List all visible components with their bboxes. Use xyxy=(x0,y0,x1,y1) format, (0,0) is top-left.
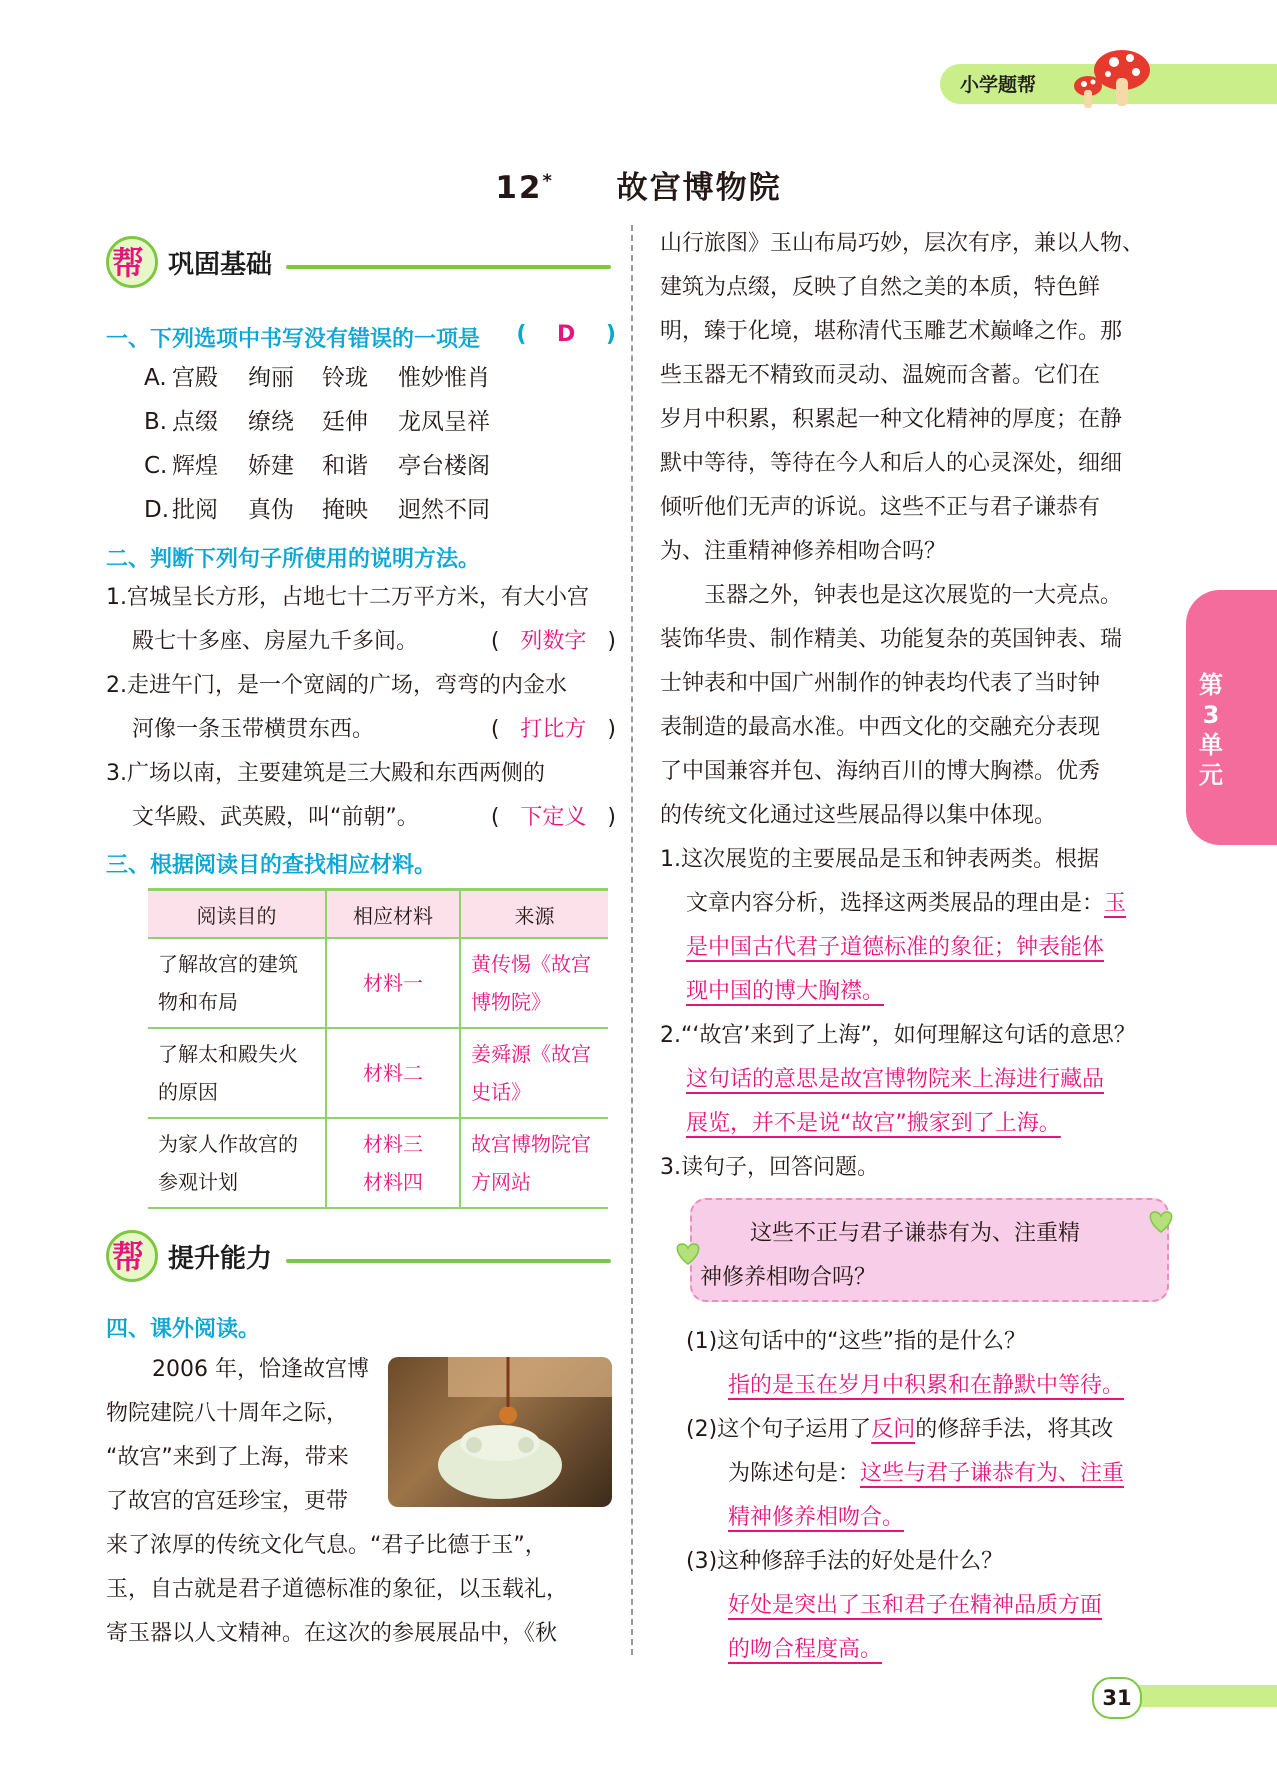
table-header: 阅读目的 xyxy=(148,890,326,939)
page-title xyxy=(0,162,1277,207)
badge-char: 帮 xyxy=(112,244,145,282)
material-table xyxy=(148,888,608,1209)
q4-1-answer: 玉 xyxy=(1104,891,1127,916)
table-row: 了解故宫的建筑 物和布局 材料一 黄传惕《故宫 博物院》 xyxy=(148,938,608,1028)
option-row[interactable]: D. 批阅 真伪 掩映 迥然不同 xyxy=(144,497,490,523)
heart-icon xyxy=(1146,1208,1176,1234)
section-underline xyxy=(286,1259,611,1263)
q2-stem: 二、判断下列句子所使用的说明方法。 xyxy=(106,547,481,572)
lesson-star: * xyxy=(542,170,554,192)
unit-tab-label: 第3单元 xyxy=(1199,671,1223,789)
q2-item: 2.走进午门，是一个宽阔的广场，弯弯的内金水 河像一条玉带横贯东西。 ( 打比方 ) xyxy=(106,673,616,742)
q4-3-3-answer: 好处是突出了玉和君子在精神品质方面 xyxy=(728,1593,1103,1618)
option-row[interactable]: C. 辉煌 娇建 和谐 亭台楼阁 xyxy=(144,453,490,479)
option-row[interactable]: B. 点缀 缭绕 廷伸 龙凤呈祥 xyxy=(144,409,490,435)
q4-3-2-answer: 精神修养相吻合。 xyxy=(728,1505,905,1530)
q4-2-answer: 展览，并不是说“故宫”搬家到了上海。 xyxy=(686,1111,1061,1136)
q2-answer: 下定义 xyxy=(520,805,587,830)
q3-stem: 三、根据阅读目的查找相应材料。 xyxy=(106,853,437,878)
section-header-ability xyxy=(106,1230,611,1276)
q4-3-subs: (1)这句话中的“这些”指的是什么？ 指的是玉在岁月中积累和在静默中等待。 (2)这个句子运用了反问的修辞手法，将其改 为陈述句是：这些与君子谦恭有为、注重 精神修养相吻合。 (3)这种修辞手法的好处是什么？ 好处是突出了玉和君子在精神品质方面 的吻合程度高。 xyxy=(686,1320,1176,1672)
section-title: 巩固基础 xyxy=(168,250,273,280)
q2-answer: 列数字 xyxy=(520,629,587,654)
q1-stem: 一、下列选项中书写没有错误的一项是 xyxy=(106,327,481,352)
q1-answer-paren: ( D ) xyxy=(516,322,616,347)
table-row: 了解太和殿失火 的原因 材料二 姜舜源《故宫 史话》 xyxy=(148,1028,608,1118)
section-underline xyxy=(286,265,611,269)
q2-answer: 打比方 xyxy=(520,717,587,742)
q4-sub3: 3.读句子，回答问题。 xyxy=(660,1155,880,1180)
q2-item: 3.广场以南，主要建筑是三大殿和东西两侧的 文华殿、武英殿，叫“前朝”。 ( 下定义 ) xyxy=(106,761,616,830)
heart-icon xyxy=(673,1240,703,1266)
jade-pendant-image xyxy=(388,1357,612,1507)
q4-sub1: 1.这次展览的主要展品是玉和钟表两类。根据 文章内容分析，选择这两类展品的理由是：玉 是中国古代君子道德标准的象征；钟表能体 现中国的博大胸襟。 xyxy=(660,838,1170,1014)
q4-3-2-fill: 反问 xyxy=(871,1417,916,1442)
q2-items xyxy=(106,576,616,840)
q4-stem: 四、课外阅读。 xyxy=(106,1317,261,1342)
q4-1-answer: 是中国古代君子道德标准的象征；钟表能体 xyxy=(686,935,1105,960)
passage-left: 来了浓厚的传统文化气息。“君子比德于玉”， 玉，自古就是君子道德标准的象征，以玉载礼， 寄玉器以人文精神。在这次的参展展品中，《秋 xyxy=(106,1533,569,1646)
q4-3-1-answer: 指的是玉在岁月中积累和在静默中等待。 xyxy=(728,1373,1125,1398)
jade-pendant-icon xyxy=(388,1357,612,1507)
table-header: 相应材料 xyxy=(326,890,460,939)
column-divider xyxy=(631,225,633,1655)
table-row: 为家人作故宫的 参观计划 材料三 材料四 故宫博物院官 方网站 xyxy=(148,1118,608,1208)
lesson-number: 12 xyxy=(495,170,543,206)
mushroom-icon xyxy=(1070,44,1158,114)
q4-1-answer: 现中国的博大胸襟。 xyxy=(686,979,885,1004)
passage-wrap: 2006 年，恰逢故宫博 物院建院八十周年之际， “故宫”来到了上海，带来 了故宫的宫廷珍宝，更带 xyxy=(106,1357,369,1514)
option-row[interactable]: A. 宫殿 绚丽 铃珑 惟妙惟肖 xyxy=(144,365,490,391)
q4-sub2: 2.“‘故宫’来到了上海”，如何理解这句话的意思？ 这句话的意思是故宫博物院来上海进行藏品 展览，并不是说“故宫”搬家到了上海。 xyxy=(660,1014,1170,1146)
section-header-base xyxy=(106,236,611,282)
badge-char: 帮 xyxy=(112,1238,145,1276)
q2-item: 1.宫城呈长方形，占地七十二万平方米，有大小宫 殿七十多座、房屋九千多间。 ( 列数字 ) xyxy=(106,585,616,654)
q1 xyxy=(106,322,616,353)
lesson-title: 故宫博物院 xyxy=(616,170,782,206)
q1-answer: D xyxy=(557,322,576,347)
passage-right: 山行旅图》玉山布局巧妙，层次有序，兼以人物、 建筑为点缀，反映了自然之美的本质，特色鲜 明，臻于化境，堪称清代玉雕艺术巅峰之作。那 些玉器无不精致而灵动、温婉而含蓄。它们在 岁月中积累，积累起一种文化精神的厚度；在静 默中等待，等待在今人和后人的心灵深处，细细 倾听他们无声的诉说。这些不正与君子谦恭有 为、注重精神修养相吻合吗？ 玉器之外，钟表也是这次展览的一大亮点。 装饰华贵、制作精美、功能复杂的英国钟表、瑞 士钟表和中国广州制作的钟表均代表了当时钟 表制造的最高水准。中西文化的交融充分表现 了中国兼容并包、海纳百川的博大胸襟。优秀 的传统文化通过这些展品得以集中体现。 xyxy=(660,231,1145,828)
page-number: 31 xyxy=(1092,1677,1142,1719)
table-header: 来源 xyxy=(460,890,608,939)
brand-label: 小学题帮 xyxy=(960,74,1037,96)
q4-3-3-answer: 的吻合程度高。 xyxy=(728,1637,883,1662)
quote-text: 这些不正与君子谦恭有为、注重精 神修养相吻合吗？ xyxy=(700,1221,1081,1290)
q4-3-2-answer: 这些与君子谦恭有为、注重 xyxy=(860,1461,1125,1486)
q4-2-answer: 这句话的意思是故宫博物院来上海进行藏品 xyxy=(686,1067,1105,1092)
q1-options xyxy=(144,356,614,532)
section-title: 提升能力 xyxy=(168,1244,273,1274)
